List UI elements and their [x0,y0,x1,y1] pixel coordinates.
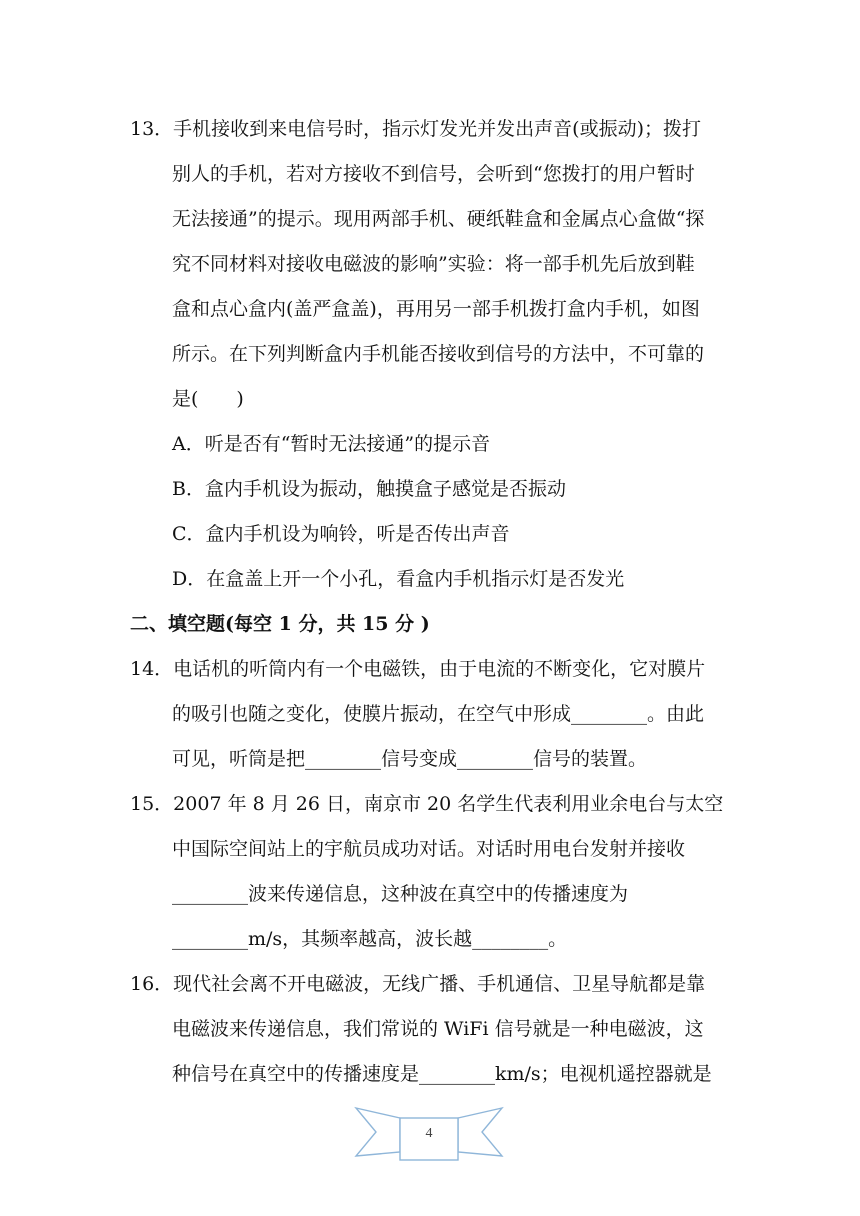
q14-line-1: 14．电话机的听筒内有一个电磁铁，由于电流的不断变化，它对膜片 [130,658,706,680]
q13-option-b: B．盒内手机设为振动，触摸盒子感觉是否振动 [172,478,566,500]
q15-line-1: 15．2007 年 8 月 26 日，南京市 20 名学生代表利用业余电台与太空 [130,793,724,815]
q16-line-2: 电磁波来传递信息，我们常说的 WiFi 信号就是一种电磁波，这 [172,1018,704,1040]
q16-line-1: 16．现代社会离不开电磁波，无线广播、手机通信、卫星导航都是靠 [130,973,706,995]
page-footer [354,1104,504,1164]
q16-line-3: 种信号在真空中的传播速度是________km/s；电视机遥控器就是 [172,1063,712,1085]
q14-line-3: 可见，听筒是把________信号变成________信号的装置。 [172,748,648,770]
q13-line-7: 是( ) [172,388,244,410]
q13-option-c: C．盒内手机设为响铃，听是否传出声音 [172,523,510,545]
q13-line-4: 究不同材料对接收电磁波的影响”实验：将一部手机先后放到鞋 [172,253,695,275]
q13-option-a: A．听是否有“暂时无法接通”的提示音 [172,433,491,455]
q15-line-3: ________波来传递信息，这种波在真空中的传播速度为 [172,883,629,905]
q15-line-2: 中国际空间站上的宇航员成功对话。对话时用电台发射并接收 [172,838,686,860]
q15-line-4: ________m/s，其频率越高，波长越________。 [172,928,568,950]
section-heading: 二、填空题(每空 1 分，共 15 分 ) [130,613,430,635]
q13-line-5: 盒和点心盒内(盖严盒盖)，再用另一部手机拨打盒内手机，如图 [172,298,700,320]
q13-option-d: D．在盒盖上开一个小孔，看盒内手机指示灯是否发光 [172,568,625,590]
q13-line-6: 所示。在下列判断盒内手机能否接收到信号的方法中，不可靠的 [172,343,705,365]
q13-line-3: 无法接通”的提示。现用两部手机、硬纸鞋盒和金属点心盒做“探 [172,208,705,230]
q13-line-2: 别人的手机，若对方接收不到信号，会听到“您拨打的用户暂时 [172,163,695,185]
q14-line-2: 的吸引也随之变化，使膜片振动，在空气中形成________。由此 [172,703,705,725]
q13-line-1: 13．手机接收到来电信号时，指示灯发光并发出声音(或振动)；拨打 [130,118,702,140]
page-number: 4 [425,1126,433,1141]
